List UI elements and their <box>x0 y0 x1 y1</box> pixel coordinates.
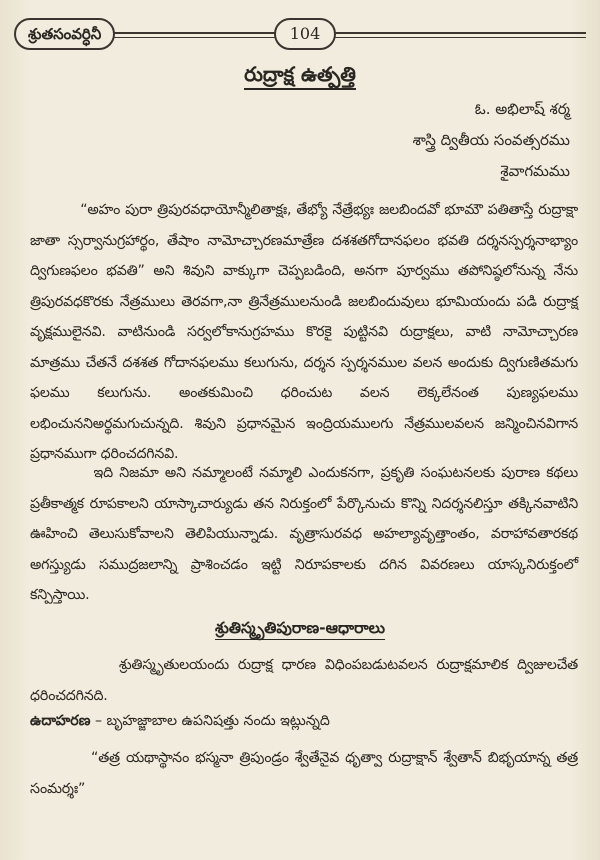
article-title-text: రుద్రాక్ష ఉత్పత్తి <box>244 62 356 90</box>
page-header <box>0 18 600 52</box>
paragraph-3: శ్రుతిస్మృతులయందు రుద్రాక్ష ధారణ విధింపబడుటవలన రుద్రాక్షమాలిక ద్విజులచేత ధరించదగినది. <box>30 657 583 704</box>
example-label: ఉదాహరణ <box>30 713 91 729</box>
example-line <box>30 713 330 732</box>
article-title <box>0 62 600 91</box>
author-school: శైవాగమము <box>500 162 570 180</box>
example-text: – బృహజ్జాబాల ఉపనిషత్తు నందు ఇట్లున్నది <box>90 713 330 729</box>
section-heading-text: శ్రుతిస్మృతిపురాణ-ఆధారాలు <box>215 619 385 640</box>
paragraph-2: ఇది నిజమా అని నమ్మాలంటే నమ్మాలి ఎందుకనగా, ప్రకృతి సంఘటనలకు పురాణ కథలు ప్రతీకాత్మక రూపకాలని యాస్కాచార్యుడు తన నిరుక్తంలో పేర్కొనుచు కొన్ని నిదర్శనలిస్తూ తక్కినవాటిని ఊహించి తెలుసుకోవాలని తెలిపియున్నాడు. వృత్రాసురవధ అహల్యావృత్తాంతం, వరాహావతారకథ అగస్త్యుడు సముద్రజలాన్ని ప్రాశించడం ఇట్టి నిరూపకాలకు దగిన వివరణలు యాస్కనిరుక్తంలో కన్పిస్తాయి. <box>30 465 583 603</box>
author-class: శాస్త్రి ద్వితీయ సంవత్సరము <box>412 131 570 149</box>
author-name: ఓ. అభిలాష్ శర్మ <box>474 100 570 118</box>
series-title: శ్రుతసంవర్ధినీ <box>14 18 115 50</box>
section-heading <box>0 619 600 641</box>
paragraph-1: “అహం పురా త్రిపురవధాయోన్మీలితాక్షః, తేభ్యో నేత్రేభ్యః జలబిందవో భూమౌ పతితాస్తే రుద్రాక్షా జాతా స్సర్వానుగ్రహార్థం, తేషాం నామోచ్చారణమాత్రేణ దశశతగోదానఫలం భవతి దర్శనస్పర్శనాభ్యాం ద్విగుణఫలం భవతి” అని శివుని వాక్కుగా చెప్పబడింది, అనగా పూర్వము తపోనిష్ఠలోనున్న నేను త్రిపురవధకొరకు నేత్రములు తెరవగా,నా త్రినేత్రములనుండి జలబిందువులు భూమియందు పడి రుద్రాక్ష వృక్షములైనవి. వాటినుండి సర్వలోకానుగ్రహము కొరకై పుట్టినవి రుద్రాక్షలు, వాటి నామోచ్చారణ మాత్రము చేతనే దశశత గోదానఫలము కలుగును, దర్శన స్పర్శనముల వలన అందుకు ద్విగుణితమగు ఫలము కలుగును. అంతకుమించి ధరించుట వలన లెక్కలేనంత పుణ్యఫలము లభించుననిఅర్థమగుచున్నది. శివుని ప్రధానమైన ఇంద్రియములగు నేత్రములవలన జన్మించినవిగాన ప్రధానముగా ధరించదగినవి. <box>30 202 583 462</box>
page-number: 104 <box>274 18 336 50</box>
quote-paragraph: “తత్ర యథాస్థానం భస్మనా త్రిపుండ్రం శ్వేతేనైవ ధృత్వా రుద్రాక్షాన్ శ్వేతాన్ బిభృయాన్న తత్ర సంమర్శః” <box>30 750 583 797</box>
